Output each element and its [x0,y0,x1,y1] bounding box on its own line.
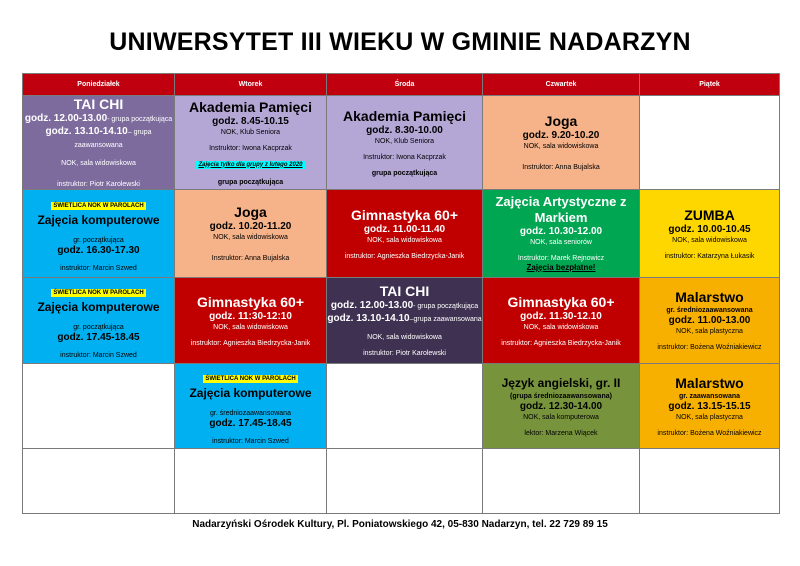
activity-name: Gimnastyka 60+ [350,206,458,223]
activity-instructor: Instruktor: Anna Bujalska [522,164,600,171]
activity-place: NOK, Klub Seniora [374,137,435,145]
activity-name: ZUMBA [684,206,735,223]
activity-name: TAI CHI [73,96,124,112]
cell-wed-akademia [327,96,483,190]
cell-mon-taichi [23,96,175,190]
group-label: gr. początkująca [73,237,124,244]
activity-name: Gimnastyka 60+ [507,293,615,310]
group-label: grupa początkująca [371,169,438,177]
activity-name: Akademia Pamięci [343,107,466,124]
activity-instructor: Instruktor: Iwona Kacprzak [209,144,292,152]
cell-empty [23,449,175,514]
activity-instructor: instruktor: Piotr Karolewski [363,350,446,357]
day-thursday: Czwartek [483,74,640,96]
activity-place: NOK, sala plastyczna [676,413,743,421]
cell-wed-taichi [327,278,483,364]
cell-thu-gimnastyka [483,278,640,364]
activity-time: godz. 10.30-12.00 [519,226,603,237]
activity-time: godz. 11.00-11.40 [363,223,446,235]
activity-instructor: lektor: Marzena Wiącek [524,429,598,437]
cell-thu-joga [483,96,640,190]
activity-name: Malarstwo [675,289,744,305]
activity-time: godz. 12.00-13.00 [330,300,414,311]
activity-instructor: instruktor: Marcin Szwed [60,265,137,272]
cell-empty [327,364,483,449]
activity-place: NOK, sala widowiskowa [367,236,442,244]
cell-empty [327,449,483,514]
group-label: gr. średniozaawansowana [666,307,753,314]
activity-name: Akademia Pamięci [189,98,312,115]
cell-fri-malarstwo [640,278,780,364]
location-badge: ŚWIETLICA NOK W PAROLACH [53,203,144,209]
activity-instructor: instruktor: Bożena Woźniakiewicz [657,429,762,437]
activity-instructor: Instruktor: Marek Rejnowicz [517,255,605,262]
footer-address: Nadarzyński Ośrodek Kultury, Pl. Poniatowskiego 42, 05-830 Nadarzyn, tel. 22 729 89 15 [192,519,608,530]
table-row [23,449,780,514]
cell-thu-artystyczne [483,190,640,278]
day-header-row [23,74,780,96]
activity-place: NOK, Klub Seniora [220,128,281,136]
activity-place: NOK, sala widowiskowa [672,236,747,244]
location-badge: ŚWIETLICA NOK W PAROLACH [53,290,144,296]
table-row [23,278,780,364]
activity-place: NOK, sala widowiskowa [523,143,599,150]
location-badge: ŚWIETLICA NOK W PAROLACH [205,375,296,382]
activity-place: NOK, sala widowiskowa [61,160,136,167]
cell-mon-komputer [23,278,175,364]
activity-place: NOK, sala plastyczna [676,328,743,335]
activity-place: NOK, sala seniorów [530,239,592,246]
cell-tue-joga [175,190,327,278]
cell-empty [640,96,780,190]
activity-place: NOK, sala widowiskowa [523,323,599,331]
page-title: UNIWERSYTET III WIEKU W GMINIE NADARZYN [109,28,691,56]
activity-time: godz. 16.30-17.30 [57,245,140,256]
activity-name: Zajęcia komputerowe [37,213,160,227]
activity-instructor: instruktor: Bożena Woźniakiewicz [657,344,762,351]
activity-time: godz. 12.00-13.00 [24,113,108,124]
group-label: gr. początkująca [73,324,124,331]
activity-place: NOK, sala widowiskowa [213,234,288,241]
activity-instructor: instruktor: Piotr Karolewski [57,181,140,188]
activity-instructor: instruktor: Marcin Szwed [212,437,289,445]
activity-name: TAI CHI [379,283,430,299]
group-label: (grupa średniozaawansowana) [510,392,612,400]
day-tuesday: Wtorek [175,74,327,96]
activity-instructor: instruktor: Agnieszka Biedrzycka-Janik [344,252,465,260]
cell-empty [640,449,780,514]
cell-empty [483,449,640,514]
activity-time: godz. 8.30-10.00 [366,124,443,136]
group-label: - grupa początkująca [107,116,173,123]
activity-time: godz. 17.45-18.45 [57,332,140,343]
day-wednesday: Środa [327,74,483,96]
group-label: grupa początkująca [217,178,284,186]
activity-place: NOK, sala widowiskowa [213,323,288,331]
cell-tue-akademia [175,96,327,190]
activity-time: godz. 12.30-14.00 [519,400,603,412]
cell-tue-komputer [175,364,327,449]
activity-name: Zajęcia komputerowe [189,385,312,400]
table-row [23,190,780,278]
activity-name: Joga [234,204,267,220]
activity-time: godz. 9.20-10.20 [522,130,600,141]
activity-place: NOK, sala widowiskowa [367,334,442,341]
cell-fri-malarstwo [640,364,780,449]
activity-instructor: instruktor: Agnieszka Biedrzycka-Janik [190,339,311,347]
activity-name: Zajęcia Artystyczne z Markiem [495,194,627,225]
note-badge: Zajęcia tylko dla grupy z lutego 2020 [198,161,303,168]
activity-time: godz. 13.10-14.10 [45,126,128,137]
activity-time: godz. 13.15-15.15 [668,400,751,412]
group-label: gr. zaawansowana [678,392,741,400]
day-monday: Poniedziałek [23,74,175,96]
table-row [23,96,780,190]
activity-instructor: instruktor: Agnieszka Biedrzycka-Janik [501,339,621,347]
table-row [23,364,780,449]
activity-name: Język angielski, gr. II [501,375,621,390]
activity-instructor: Instruktor: Iwona Kacprzak [363,153,446,161]
cell-empty [175,449,327,514]
activity-time: godz. 10.00-10.45 [668,223,751,235]
cell-fri-zumba [640,190,780,278]
activity-name: Gimnastyka 60+ [196,293,304,310]
cell-wed-gimnastyka [327,190,483,278]
cell-tue-gimnastyka [175,278,327,364]
activity-place: NOK, sala komputerowa [523,413,599,421]
day-friday: Piątek [640,74,780,96]
activity-time: godz. 13.10-14.10 [327,313,410,324]
activity-instructor: instruktor: Marcin Szwed [60,352,137,359]
group-label: –grupa zaawansowana [409,316,482,323]
activity-name: Zajęcia komputerowe [37,300,160,314]
cell-thu-angielski [483,364,640,449]
activity-time: godz. 11.30-12.10 [520,310,602,322]
activity-time: godz. 17.45-18.45 [209,417,292,429]
schedule-table [22,73,780,514]
activity-instructor: instruktor: Katarzyna Łukasik [664,252,755,260]
cell-empty [23,364,175,449]
group-label: - grupa początkująca [413,303,479,310]
free-note: Zajęcia bezpłatne! [526,263,596,272]
activity-name: Malarstwo [675,374,744,391]
group-label: gr. średniozaawansowana [210,409,291,417]
cell-mon-komputer [23,190,175,278]
group-label: – grupa zaawansowana [74,129,152,149]
activity-time: godz. 8.45-10.15 [212,115,289,127]
activity-instructor: Instruktor: Anna Bujalska [211,255,290,262]
activity-time: godz. 11:30-12:10 [209,310,292,322]
activity-name: Joga [544,113,578,129]
activity-time: godz. 11.00-13.00 [668,315,751,326]
activity-time: godz. 10.20-11.20 [209,221,292,232]
